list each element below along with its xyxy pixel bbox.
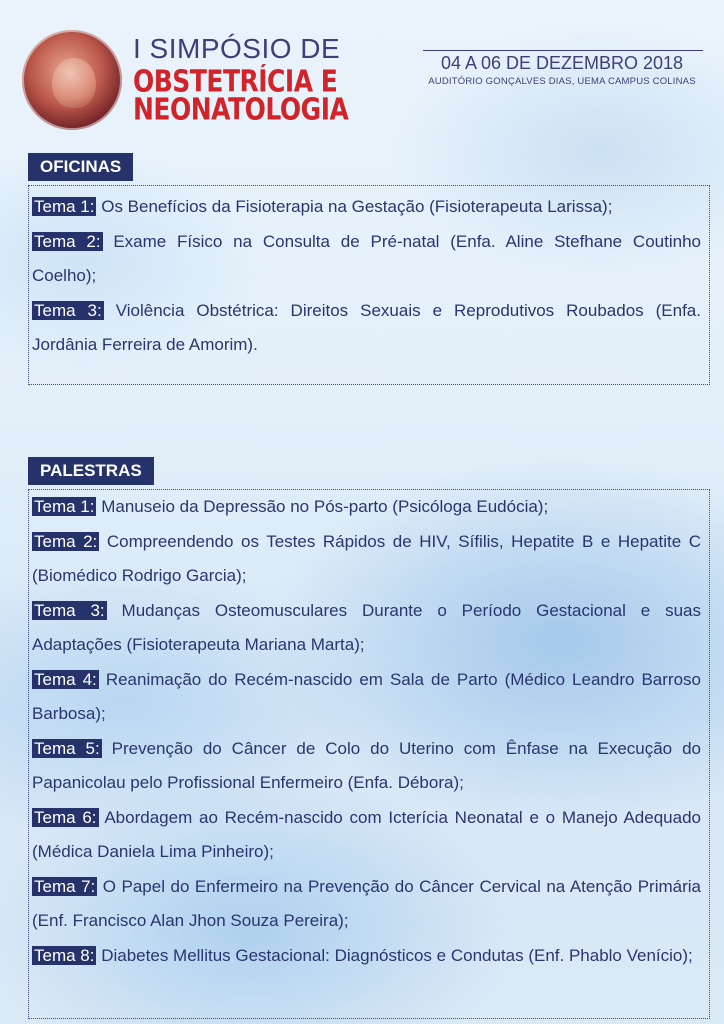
palestra-item-3	[29, 594, 709, 663]
palestra-text: Prevenção do Câncer de Colo do Uterino com Ênfase na Execução do Papanicolau pelo Profissional Enfermeiro (Enfa. Débora);	[32, 738, 701, 792]
palestra-tag: Tema 6:	[34, 807, 97, 827]
oficina-item-3	[29, 294, 709, 363]
palestra-text: Manuseio da Depressão no Pós-parto (Psicóloga Eudócia);	[101, 497, 549, 516]
palestras-box	[28, 489, 710, 1019]
palestra-tag: Tema 7:	[34, 876, 96, 896]
title-line-1: I SIMPÓSIO DE	[133, 33, 341, 64]
oficinas-box	[28, 185, 710, 385]
palestra-item-2	[29, 525, 709, 594]
palestra-text: Diabetes Mellitus Gestacional: Diagnósticos e Condutas (Enf. Phablo Venício);	[101, 945, 693, 965]
palestra-item-7	[29, 870, 709, 939]
palestra-text: Reanimação do Recém-nascido em Sala de Parto (Médico Leandro Barroso Barbosa);	[32, 669, 701, 723]
oficina-text: Violência Obstétrica: Direitos Sexuais e Reprodutivos Roubados (Enfa. Jordânia Ferreira de Amorim).	[32, 300, 701, 354]
palestra-tag: Tema 3:	[34, 600, 105, 620]
palestra-text: O Papel do Enfermeiro na Prevenção do Câncer Cervical na Atenção Primária (Enf. Francisco Alan Jhon Souza Pereira);	[32, 876, 701, 930]
palestra-tag: Tema 4:	[34, 669, 97, 689]
title-line-2: OBSTETRÍCIA E	[133, 64, 338, 99]
palestra-tag: Tema 8:	[34, 945, 95, 965]
oficina-tag: Tema 2:	[34, 231, 101, 251]
event-date: 04 A 06 DE DEZEMBRO 2018	[440, 53, 684, 73]
palestra-text: Abordagem ao Recém-nascido com Icterícia Neonatal e o Manejo Adequado (Médica Daniela Lima Pinheiro);	[32, 807, 701, 861]
oficina-text: Exame Físico na Consulta de Pré-natal (Enfa. Aline Stefhane Coutinho Coelho);	[32, 231, 701, 285]
header-divider	[423, 50, 703, 51]
palestras-heading: PALESTRAS	[28, 457, 154, 485]
palestra-text: Mudanças Osteomusculares Durante o Período Gestacional e suas Adaptações (Fisioterapeuta Mariana Marta);	[32, 600, 701, 654]
event-logo-fetus	[22, 30, 122, 130]
palestra-item-8	[29, 939, 709, 974]
fetus-image	[52, 58, 96, 108]
oficina-text: Os Benefícios da Fisioterapia na Gestação (Fisioterapeuta Larissa);	[101, 197, 613, 216]
event-location: AUDITÓRIO GONÇALVES DIAS, UEMA CAMPUS COLINAS	[428, 76, 696, 87]
oficina-tag: Tema 1:	[34, 197, 95, 216]
palestra-text: Compreendendo os Testes Rápidos de HIV, Sífilis, Hepatite B e Hepatite C (Biomédico Rodrigo Garcia);	[32, 531, 701, 585]
palestra-item-1	[29, 490, 709, 525]
oficina-item-1	[29, 190, 709, 225]
palestra-tag: Tema 2:	[34, 531, 98, 551]
title-line-3: NEONATOLOGIA	[133, 92, 349, 127]
oficina-tag: Tema 3:	[34, 300, 102, 320]
oficinas-heading: OFICINAS	[28, 153, 133, 181]
palestra-item-5	[29, 732, 709, 801]
palestra-item-4	[29, 663, 709, 732]
palestra-tag: Tema 5:	[34, 738, 100, 758]
oficina-item-2	[29, 225, 709, 294]
palestra-tag: Tema 1:	[34, 497, 95, 516]
palestra-item-6	[29, 801, 709, 870]
